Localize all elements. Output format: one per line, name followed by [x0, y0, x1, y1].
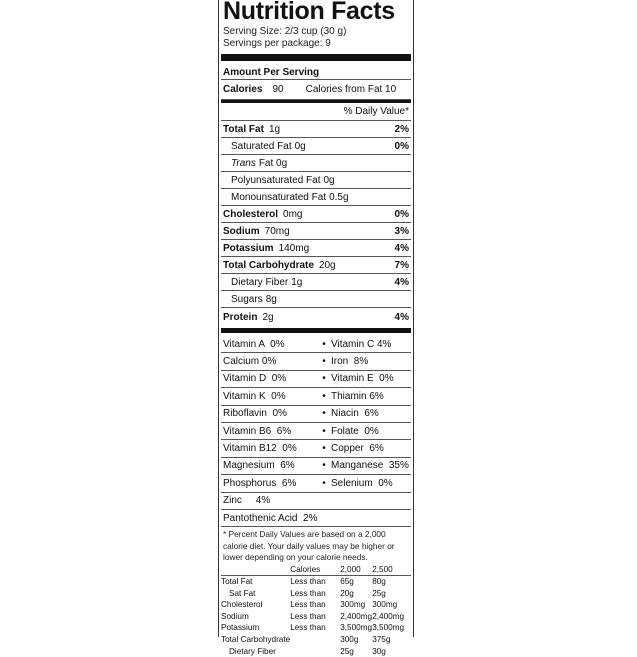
reference-table-cell: 300mg — [340, 600, 366, 610]
reference-table-cell: Total Carbohydrate — [221, 635, 291, 645]
reference-table-cell: 375g — [372, 635, 391, 645]
bullet-separator: • — [322, 373, 326, 385]
reference-table-cell: Sat Fat — [229, 588, 256, 598]
reference-table-row — [221, 599, 411, 611]
vitamin-left: Vitamin B12 0% — [223, 443, 297, 455]
nutrient-daily-value: 3% — [394, 225, 409, 237]
reference-table-cell: 30g — [372, 646, 386, 656]
nutrient-daily-value: 0% — [394, 140, 409, 152]
reference-table-cell: Less than — [290, 577, 326, 587]
calories-label: Calories — [223, 84, 263, 95]
calories-from-fat: Calories from Fat 10 — [305, 84, 397, 95]
reference-table-cell: 300g — [340, 635, 359, 645]
vitamin-row — [221, 493, 411, 510]
vitamin-row — [221, 423, 411, 440]
vitamin-left: Magnesium 6% — [223, 460, 295, 472]
nutrient-name: Trans — [231, 157, 256, 169]
reference-table-cell: 2,400mg — [340, 611, 373, 621]
reference-table-cell: 2,400mg — [372, 611, 405, 621]
nutrient-row — [221, 172, 411, 189]
nutrient-row — [221, 155, 411, 172]
bullet-separator: • — [322, 477, 326, 489]
thick-divider — [221, 54, 411, 61]
nutrient-row — [221, 206, 411, 223]
vitamin-left: Riboflavin 0% — [223, 408, 287, 420]
nutrient-amount: 1g — [268, 123, 281, 135]
vitamin-row — [221, 510, 411, 527]
nutrient-name: Potassium — [223, 242, 274, 254]
nutrient-daily-value: 2% — [394, 123, 409, 135]
footnote: * Percent Daily Values are based on a 2,000 calorie diet. Your daily values may be higher or lower depending on your calorie needs. — [223, 529, 395, 563]
vitamin-right: Folate 0% — [331, 425, 379, 437]
nutrient-name: Total Carbohydrate — [223, 259, 314, 271]
nutrient-row — [221, 274, 411, 291]
nutrient-name: Saturated Fat — [231, 140, 292, 152]
reference-table-cell: 3,500mg — [340, 623, 373, 633]
vitamin-right: Selenium 0% — [331, 477, 393, 489]
bullet-separator: • — [322, 408, 326, 420]
nutrient-row — [221, 240, 411, 257]
reference-table-cell: Sodium — [221, 611, 249, 621]
nutrient-name: Monounsaturated Fat — [231, 191, 327, 203]
reference-table-cell — [290, 646, 340, 657]
nutrient-name: Total Fat — [223, 123, 264, 135]
vitamin-right: Manganese 35% — [331, 460, 409, 472]
amount-per-serving-label: Amount Per Serving — [223, 66, 320, 78]
bullet-separator: • — [322, 460, 326, 472]
reference-table-cell: Cholesterol — [221, 600, 263, 610]
reference-table-cell: Calories — [290, 564, 321, 574]
bullet-separator: • — [322, 338, 326, 350]
vitamin-list — [221, 336, 411, 527]
nutrient-daily-value: 4% — [394, 311, 409, 323]
vitamin-row — [221, 440, 411, 457]
vitamin-left: Vitamin A 0% — [223, 338, 285, 350]
nutrient-name-amount — [231, 192, 349, 203]
reference-table-cell: 20g — [340, 588, 354, 598]
nutrient-name: Polyunsaturated Fat — [231, 174, 321, 186]
nutrition-facts-title: Nutrition Facts — [223, 0, 395, 25]
vitamin-left: Zinc 4% — [223, 495, 271, 507]
reference-table-cell: Less than — [290, 611, 326, 621]
nutrient-name-amount — [223, 124, 280, 135]
nutrient-name: Cholesterol — [223, 208, 279, 220]
nutrient-daily-value: 7% — [394, 259, 409, 271]
reference-table-cell: Potassium — [221, 623, 260, 633]
nutrient-daily-value: 0% — [394, 208, 409, 220]
nutrient-list — [221, 121, 411, 326]
vitamin-left: Vitamin K 0% — [223, 390, 286, 402]
servings-per-package: Servings per package: 9 — [223, 38, 331, 49]
daily-value-header-row — [221, 103, 411, 121]
reference-table-cell — [290, 634, 340, 646]
bullet-separator: • — [322, 443, 326, 455]
reference-table-cell: 2,500 — [372, 564, 393, 574]
nutrient-name-amount — [231, 141, 306, 152]
nutrient-amount: 0.5g — [329, 191, 349, 203]
vitamin-left: Pantothenic Acid 2% — [223, 512, 318, 524]
reference-table-cell — [221, 564, 290, 576]
vitamin-left: Phosphorus 6% — [223, 477, 297, 489]
nutrient-amount: Fat 0g — [258, 157, 288, 169]
nutrient-row — [221, 138, 411, 155]
nutrient-amount: 70mg — [264, 225, 290, 237]
nutrient-row — [221, 121, 411, 138]
nutrient-name-amount — [223, 243, 309, 254]
nutrient-amount: 20g — [318, 259, 336, 271]
vitamin-row — [221, 388, 411, 405]
vitamin-row — [221, 458, 411, 475]
nutrient-name: Sugars — [231, 293, 263, 305]
nutrient-name: Dietary Fiber — [231, 276, 289, 288]
nutrient-name-amount — [223, 209, 302, 220]
nutrient-name-amount — [231, 277, 302, 288]
nutrient-name-amount — [231, 294, 277, 305]
vitamin-row — [221, 336, 411, 353]
reference-table-row — [221, 576, 411, 588]
nutrient-daily-value: 4% — [394, 276, 409, 288]
nutrient-amount: 2g — [262, 311, 274, 323]
reference-table-cell: 300mg — [372, 600, 398, 610]
reference-table-row — [221, 588, 411, 600]
vitamin-right: Niacin 6% — [331, 408, 379, 420]
reference-table-cell: Less than — [290, 600, 326, 610]
nutrition-facts-content — [221, 0, 411, 657]
vitamin-left: Vitamin B6 6% — [223, 425, 292, 437]
nutrient-row — [221, 308, 411, 326]
reference-table-cell: Less than — [290, 623, 326, 633]
reference-table-cell: 25g — [340, 646, 354, 656]
vitamin-row — [221, 353, 411, 370]
nutrient-name-amount — [223, 312, 274, 323]
nutrient-name-amount — [231, 175, 335, 186]
vitamin-right: Iron 8% — [331, 356, 369, 368]
reference-table-header — [221, 564, 411, 576]
nutrient-row — [221, 189, 411, 206]
reference-table-row — [221, 646, 411, 657]
reference-table-cell: Total Fat — [221, 577, 253, 587]
nutrient-name-amount — [231, 158, 287, 169]
nutrition-facts-panel — [218, 0, 414, 656]
bullet-separator: • — [322, 390, 326, 402]
daily-values-reference-table — [221, 564, 411, 657]
nutrient-row — [221, 291, 411, 308]
nutrient-amount: 0mg — [283, 208, 303, 220]
reference-table-cell: Less than — [290, 588, 326, 598]
nutrient-row — [221, 257, 411, 274]
vitamin-right: Vitamin E 0% — [331, 373, 394, 385]
reference-table-cell: 2,000 — [340, 564, 361, 574]
nutrient-name-amount — [223, 226, 290, 237]
vitamin-row — [221, 475, 411, 492]
reference-table-cell: 65g — [340, 577, 354, 587]
vitamin-left: Vitamin D 0% — [223, 373, 287, 385]
vitamin-right: Thiamin 6% — [331, 390, 384, 402]
nutrient-amount: 140mg — [278, 242, 310, 254]
nutrient-name: Sodium — [223, 225, 260, 237]
daily-value-header: % Daily Value* — [343, 106, 409, 117]
vitamin-right: Copper 6% — [331, 443, 384, 455]
bullet-separator: • — [322, 356, 326, 368]
reference-table-cell: 80g — [372, 577, 386, 587]
nutrient-name-amount — [223, 260, 336, 271]
reference-table-row — [221, 634, 411, 646]
serving-size: Serving Size: 2/3 cup (30 g) — [223, 26, 347, 37]
vitamin-row — [221, 406, 411, 423]
calories-row — [221, 80, 411, 100]
vitamin-row — [221, 371, 411, 388]
vitamin-right: Vitamin C 4% — [331, 338, 392, 350]
reference-table-cell: 3,500mg — [372, 623, 405, 633]
nutrient-name: Protein — [223, 311, 258, 323]
nutrient-amount: 8g — [265, 293, 277, 305]
nutrient-daily-value: 4% — [394, 242, 409, 254]
nutrient-row — [221, 223, 411, 240]
reference-table-row — [221, 611, 411, 623]
reference-table-row — [221, 622, 411, 634]
reference-table-cell: 25g — [372, 588, 386, 598]
nutrient-amount: 0g — [323, 174, 335, 186]
bullet-separator: • — [322, 425, 326, 437]
vitamin-left: Calcium 0% — [223, 356, 277, 368]
nutrient-amount: 1g — [291, 276, 303, 288]
calories-value: 90 — [272, 84, 284, 95]
amount-per-serving-row — [221, 65, 411, 80]
reference-table-cell: Dietary Fiber — [229, 646, 276, 656]
nutrient-amount: 0g — [294, 140, 306, 152]
